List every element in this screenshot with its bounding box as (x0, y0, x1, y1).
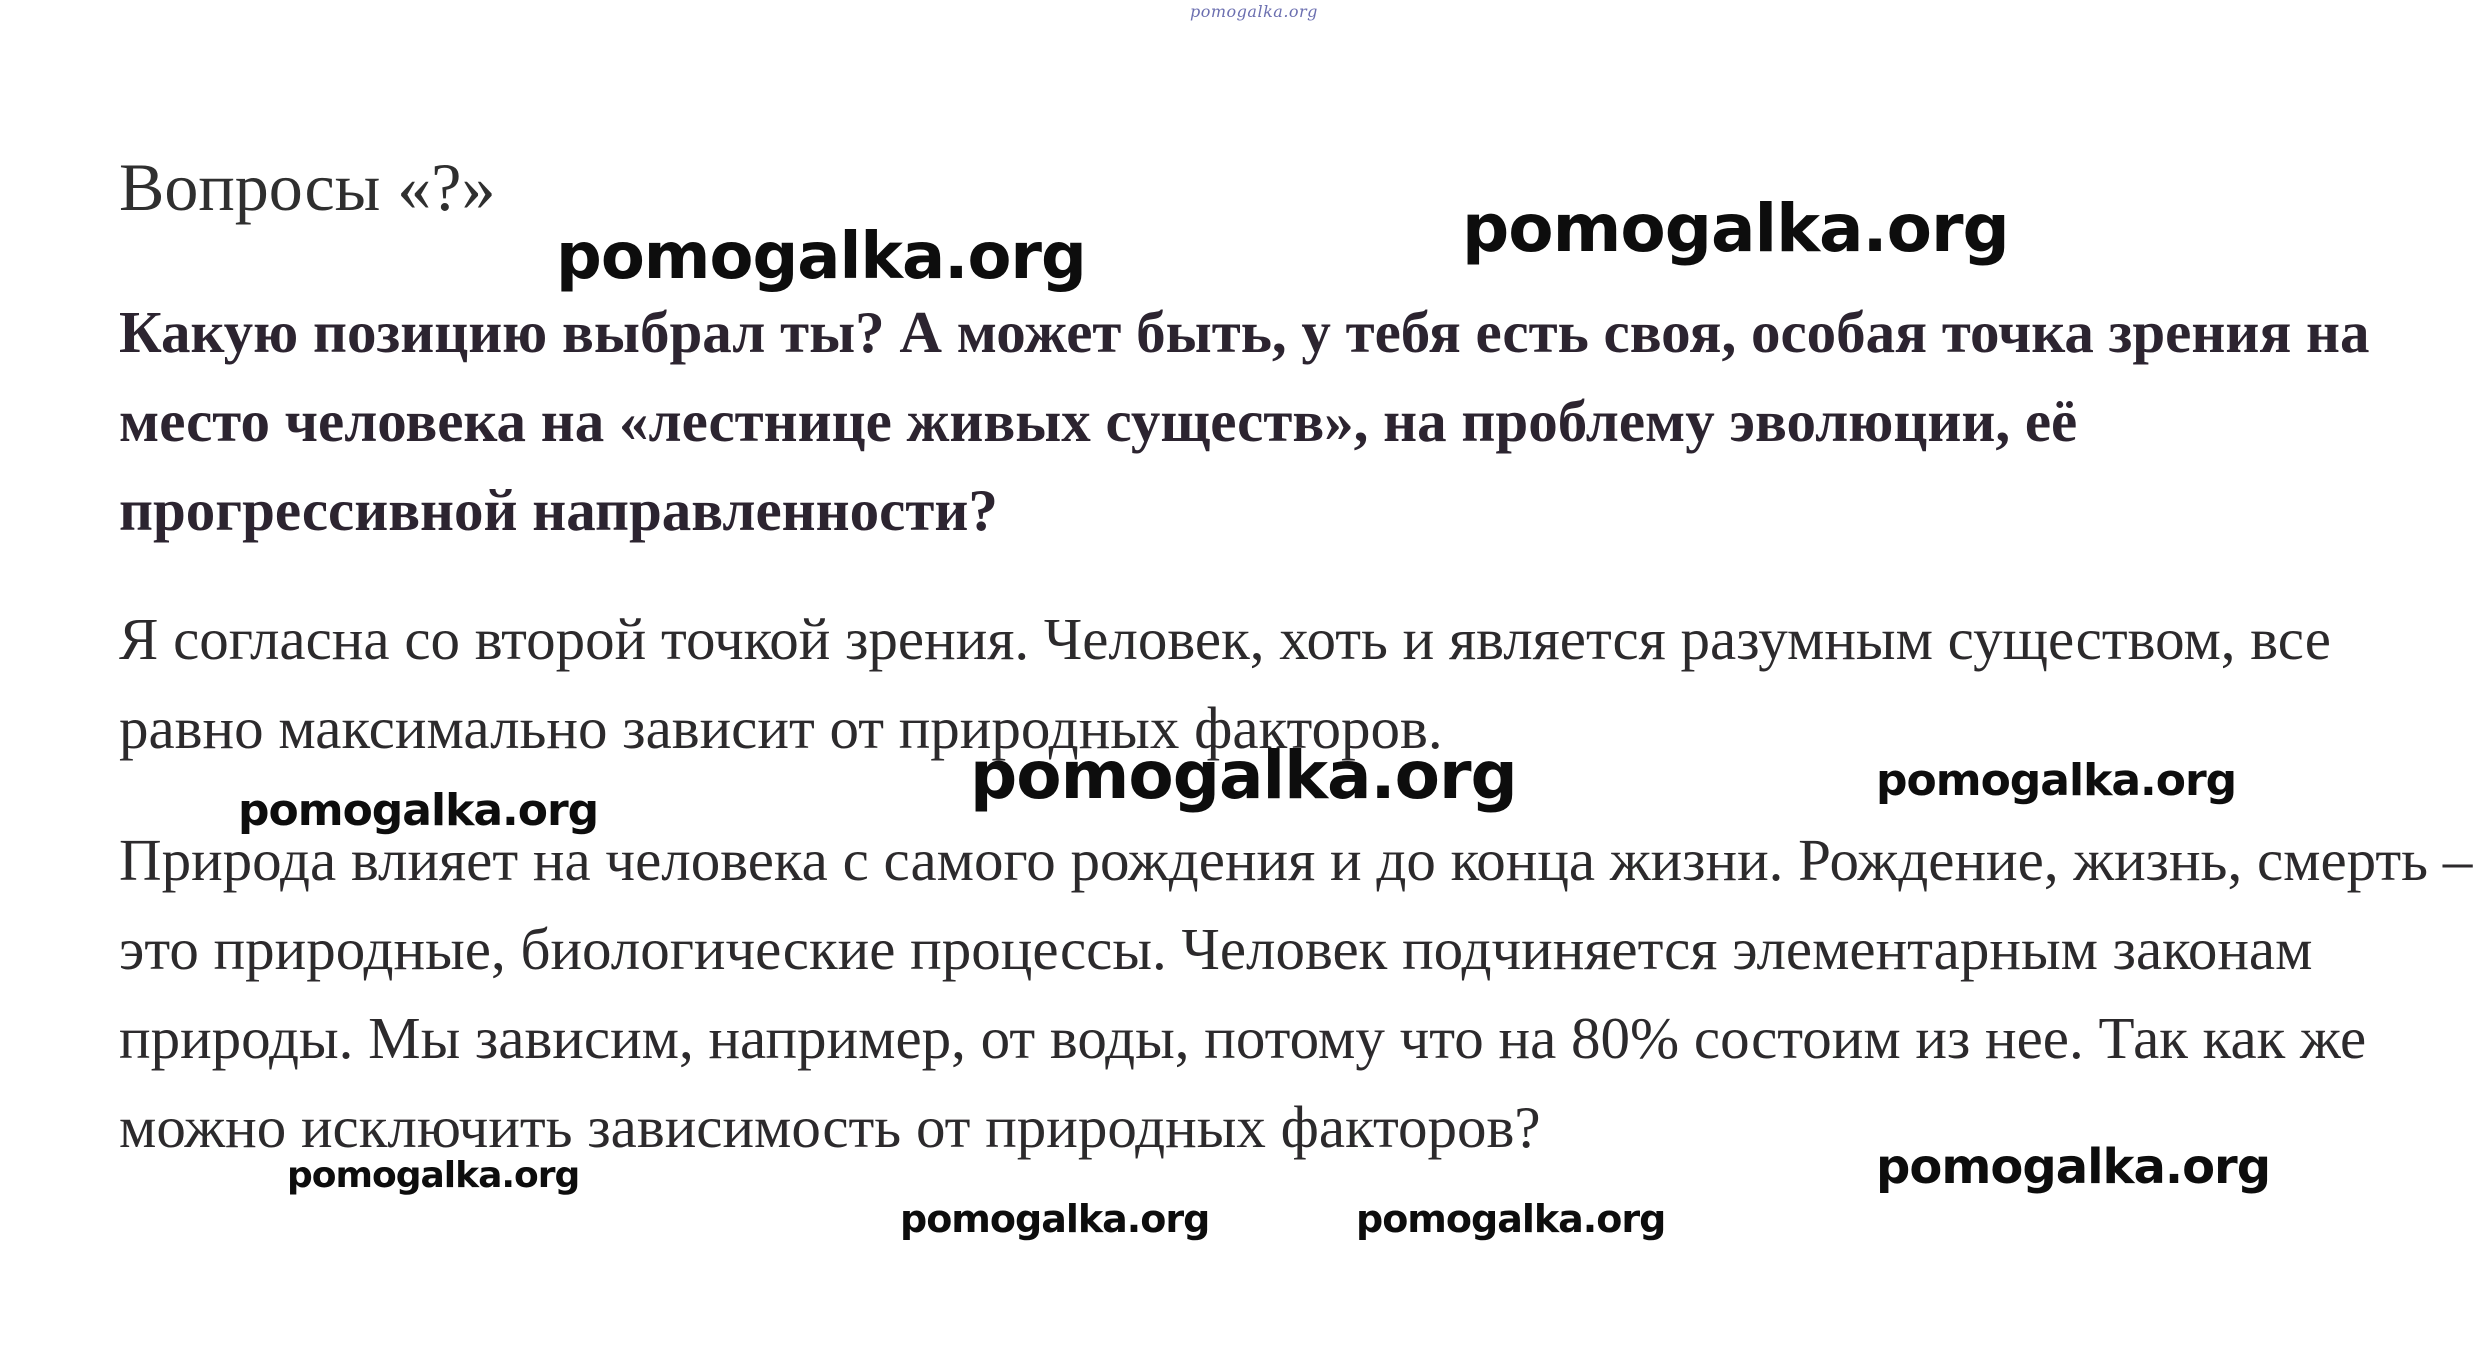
watermark: pomogalka.org (556, 220, 1086, 294)
question-text: Какую позицию выбрал ты? А может быть, у тебя есть своя, особая точка зрения на место человека на «лестнице живых существ», на проблему эволюции, её прогрессивной направленности? (119, 299, 2370, 543)
answer-paragraph-1: Я согласна со второй точкой зрения. Человек, хоть и является разумным существом, все равно максимально зависит от природных факторов. (119, 606, 2331, 761)
watermark: pomogalka.org (1876, 755, 2237, 806)
watermark: pomogalka.org (1356, 1197, 1666, 1241)
watermark: pomogalka.org (287, 1155, 580, 1196)
site-mark: pomogalka.org (1190, 2, 1318, 21)
answer-paragraph-2: Природа влияет на человека с самого рождения и до конца жизни. Рождение, жизнь, смерть – это природные, биологические процессы. Человек подчиняется элементарным законам природы. Мы зависим, например, от воды, потому что на 80% состоим из нее. Так как же можно исключить зависимость от природных факторов? (119, 827, 2473, 1160)
watermark: pomogalka.org (238, 785, 599, 836)
watermark: pomogalka.org (970, 737, 1517, 814)
watermark: pomogalka.org (1876, 1139, 2271, 1195)
watermark: pomogalka.org (900, 1197, 1210, 1241)
watermark: pomogalka.org (1462, 190, 2009, 267)
page-title: Вопросы «?» (119, 149, 496, 225)
